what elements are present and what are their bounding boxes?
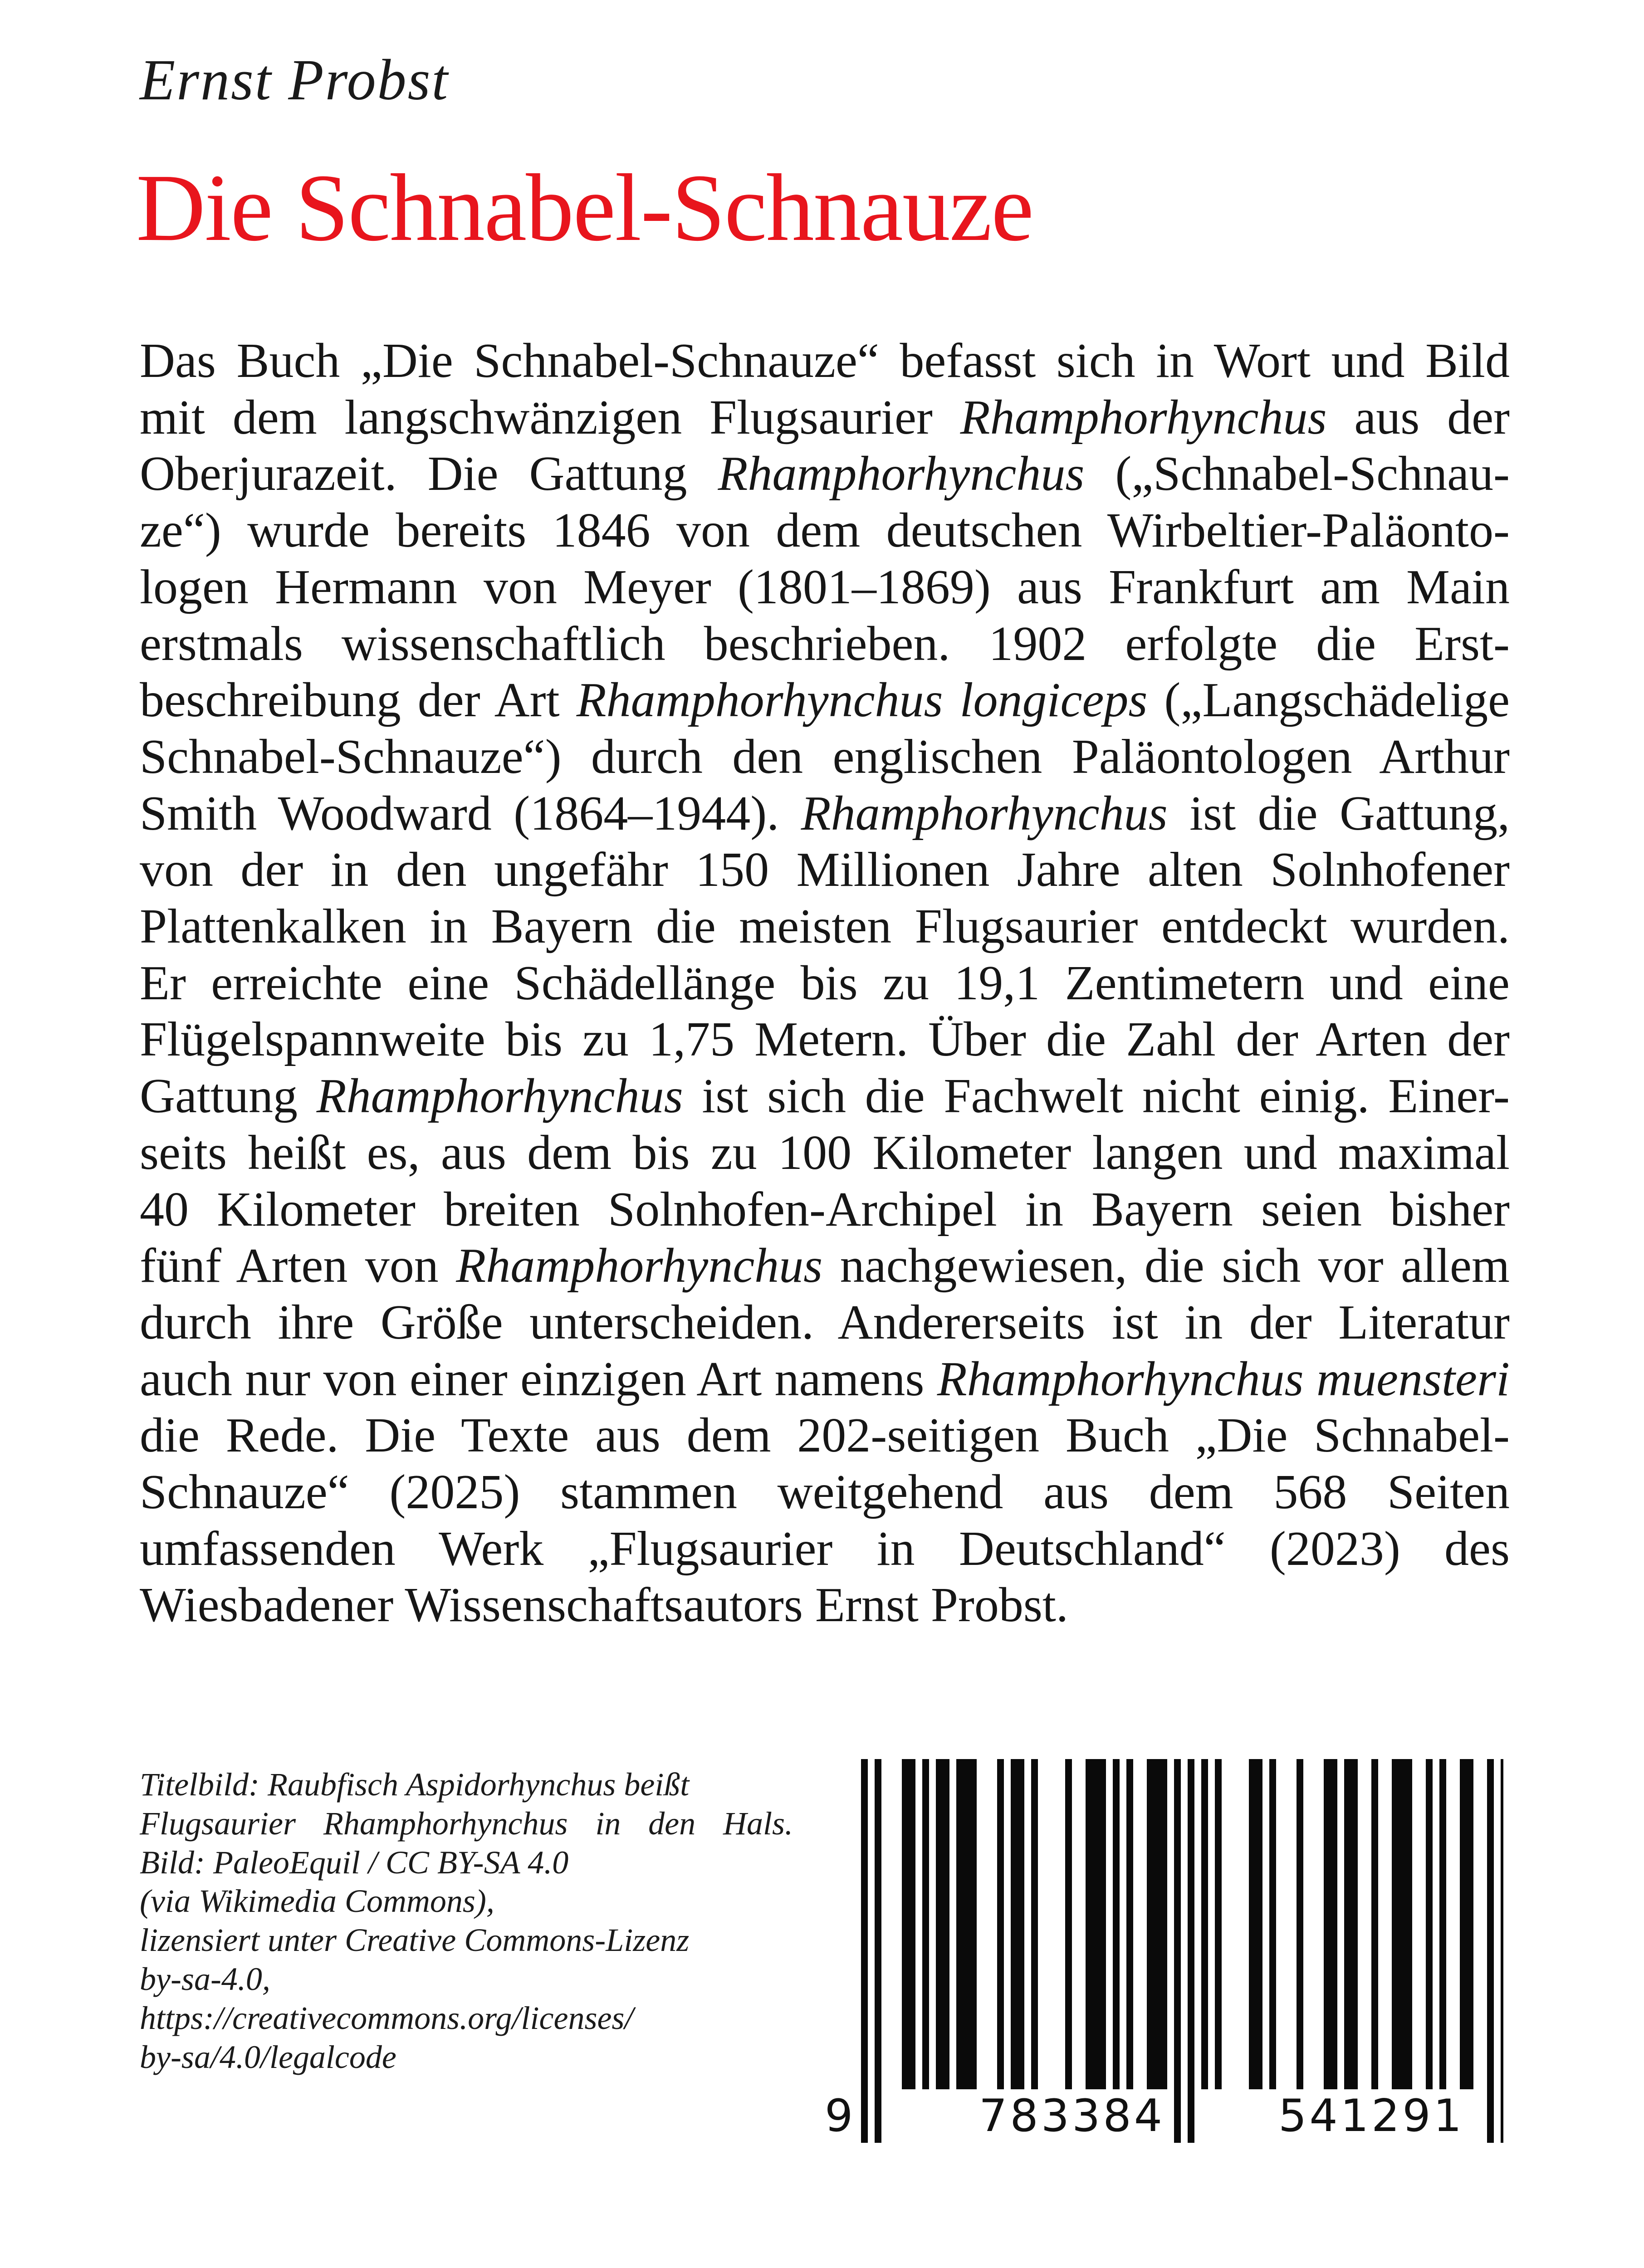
blurb-segment: („Langschädelige [1147, 673, 1510, 728]
blurb-line [140, 672, 1510, 729]
barcode-bars [825, 1759, 1503, 2143]
barcode-first-digit: 9 [825, 2090, 856, 2142]
taxon-name: Rhamphorhynchus [801, 786, 1168, 841]
blurb-line [140, 1351, 1510, 1408]
blurb-segment: ist sich die Fachwelt nicht einig. Einer- [683, 1069, 1510, 1124]
blurb-segment: durch ihre Größe unterscheiden. Andererseits ist in der Literatur [140, 1295, 1510, 1349]
barcode-bar [1126, 1759, 1133, 2089]
blurb-line [140, 786, 1510, 842]
barcode-bar [1113, 1759, 1120, 2089]
barcode-bar [1426, 1759, 1433, 2089]
blurb-segment: erstmals wissenschaftlich beschrieben. 1902 erfolgte die Erst- [140, 616, 1510, 671]
blurb-segment: von der in den ungefähr 150 Millionen Jahre alten Solnhofener [140, 843, 1510, 897]
blurb-line [140, 1521, 1510, 1578]
taxon-name: Rhamphorhynchus [960, 390, 1327, 445]
barcode-bar [1501, 1759, 1503, 2143]
barcode-right-digits: 541291 [1278, 2090, 1465, 2142]
barcode-bar [1188, 1759, 1194, 2143]
blurb-line [140, 1125, 1510, 1182]
blurb-segment: mit dem langschwänzigen Flugsaurier [140, 390, 960, 445]
barcode-left-digits: 783384 [979, 2090, 1165, 2142]
blurb-segment: aus der [1326, 390, 1510, 445]
barcode-bar [997, 1759, 1004, 2089]
blurb-line [140, 616, 1510, 673]
barcode-bar [902, 1759, 915, 2089]
barcode-bar [1065, 1759, 1072, 2089]
barcode-bar [1086, 1759, 1106, 2089]
blurb-segment: umfassenden Werk „Flugsaurier in Deutschland“ (2023) des [140, 1521, 1510, 1576]
barcode-bar [1147, 1759, 1167, 2089]
blurb-segment: („Schnabel-Schnau- [1084, 447, 1510, 501]
blurb-segment: fünf Arten von [140, 1239, 456, 1293]
barcode-bar [1487, 1759, 1494, 2143]
barcode-bar [1324, 1759, 1337, 2089]
barcode-bar [1269, 1759, 1276, 2089]
blurb-segment: beschreibung der Art [140, 673, 577, 728]
barcode-bar [1011, 1759, 1024, 2089]
barcode-bar [875, 1759, 881, 2143]
blurb-segment: ist die Gattung, [1167, 786, 1510, 841]
barcode-bar [1297, 1759, 1303, 2089]
barcode-bar [1174, 1759, 1181, 2143]
author-name: Ernst Probst [140, 48, 449, 112]
blurb-line [140, 503, 1510, 559]
blurb-segment: Schnabel-Schnauze“) durch den englischen Paläontologen Arthur [140, 729, 1510, 784]
taxon-name: Rhamphorhynchus [316, 1069, 683, 1124]
barcode-bar [1249, 1759, 1262, 2089]
blurb-segment: Plattenkalken in Bayern die meisten Flugsaurier entdeckt wurden. [140, 899, 1510, 954]
caption-line: https://creativecommons.org/licenses/ [140, 1999, 634, 2036]
blurb-line [140, 899, 1510, 955]
book-title: Die Schnabel-Schnauze [136, 154, 1033, 261]
caption-line: Flugsaurier Rhamphorhynchus in den Hals. [140, 1805, 793, 1842]
blurb-line [140, 729, 1510, 786]
barcode-bar [861, 1759, 868, 2143]
blurb-segment: Gattung [140, 1069, 317, 1124]
blurb-line [140, 1238, 1510, 1295]
blurb-segment: Flügelspannweite bis zu 1,75 Metern. Über die Zahl der Arten der [140, 1012, 1510, 1067]
blurb-segment: nachgewiesen, die sich vor allem [822, 1239, 1510, 1293]
blurb-segment: die Rede. Die Texte aus dem 202-seitigen Buch „Die Schnabel- [140, 1408, 1510, 1463]
blurb-segment: seits heißt es, aus dem bis zu 100 Kilometer langen und maximal [140, 1125, 1510, 1180]
blurb-segment: 40 Kilometer breiten Solnhofen-Archipel in Bayern seien bisher [140, 1182, 1510, 1237]
barcode-bar [922, 1759, 929, 2089]
blurb-line [140, 390, 1510, 446]
barcode-bar [1460, 1759, 1473, 2089]
caption-line: Bild: PaleoEquil / CC BY-SA 4.0 [140, 1844, 569, 1881]
barcode-bar [1371, 1759, 1378, 2089]
caption-line: by-sa-4.0, [140, 1960, 270, 1997]
taxon-name: Rhamphorhynchus [456, 1239, 823, 1293]
blurb-line [140, 1577, 1510, 1634]
blurb-line [140, 333, 1510, 390]
barcode-bar [1215, 1759, 1222, 2089]
barcode-bar [956, 1759, 977, 2089]
blurb-segment: Wiesbadener Wissenschaftsautors Ernst Probst. [140, 1578, 1068, 1633]
caption-line: Titelbild: Raubfisch Aspidorhynchus beißt [140, 1766, 690, 1803]
blurb-line [140, 1012, 1510, 1068]
barcode-bar [1392, 1759, 1412, 2089]
caption-line: lizensiert unter Creative Commons-Lizenz [140, 1922, 690, 1959]
barcode-bar [936, 1759, 949, 2089]
caption-line: (via Wikimedia Commons), [140, 1883, 494, 1920]
blurb-line [140, 1295, 1510, 1351]
barcode-bar [1201, 1759, 1208, 2089]
blurb-line [140, 1068, 1510, 1125]
blurb-segment: auch nur von einer einzigen Art namens [140, 1352, 937, 1406]
blurb-segment: Er erreichte eine Schädellänge bis zu 19,1 Zentimetern und eine [140, 956, 1510, 1010]
blurb-line [140, 955, 1510, 1012]
blurb-line [140, 1464, 1510, 1521]
taxon-name: Rhamphorhynchus longiceps [576, 673, 1148, 728]
blurb-segment: Schnauze“ (2025) stammen weitgehend aus dem 568 Seiten [140, 1465, 1510, 1520]
image-credit-caption [140, 1765, 793, 2077]
blurb-line [140, 842, 1510, 899]
blurb-line [140, 1182, 1510, 1238]
barcode-bar [1031, 1759, 1038, 2089]
blurb-line [140, 446, 1510, 503]
blurb-text [140, 333, 1510, 1634]
blurb-segment: Oberjurazeit. Die Gattung [140, 447, 718, 501]
blurb-segment: Das Buch „Die Schnabel-Schnauze“ befasst sich in Wort und Bild [140, 334, 1510, 388]
taxon-name: Rhamphorhynchus [718, 447, 1085, 501]
blurb-segment: Smith Woodward (1864–1944). [140, 786, 801, 841]
caption-line: by-sa/4.0/legalcode [140, 2038, 396, 2075]
blurb-line [140, 1408, 1510, 1464]
blurb-line [140, 559, 1510, 616]
blurb-segment: logen Hermann von Meyer (1801–1869) aus Frankfurt am Main [140, 560, 1510, 614]
barcode-bar [1439, 1759, 1446, 2089]
isbn-barcode [825, 1759, 1503, 2143]
blurb-segment: ze“) wurde bereits 1846 von dem deutschen Wirbeltier-Paläonto- [140, 503, 1510, 558]
barcode-bar [1344, 1759, 1358, 2089]
taxon-name: Rhamphorhynchus muensteri [937, 1352, 1510, 1406]
